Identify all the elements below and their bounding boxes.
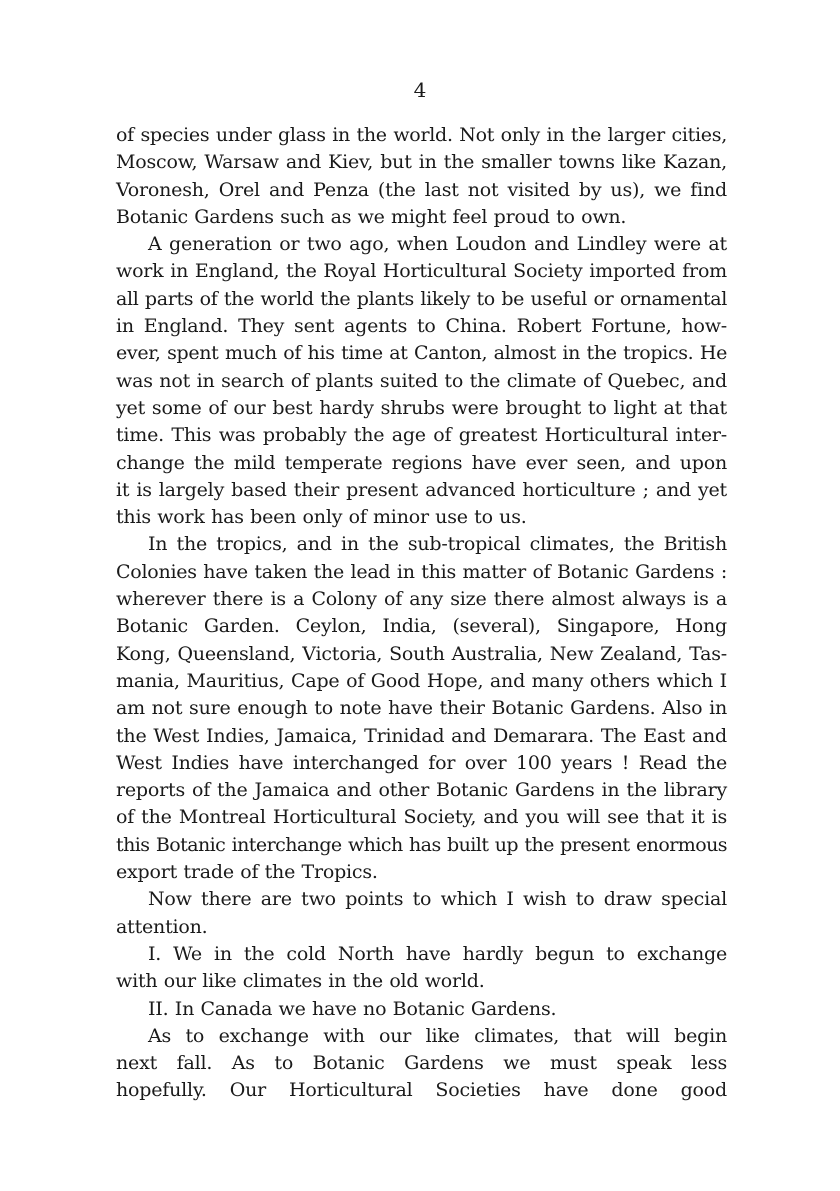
text-line: it is largely based their present advanced horticulture ; and yet — [116, 478, 727, 501]
text-line: of species under glass in the world. Not only in the larger cities, — [116, 124, 727, 146]
text-line: work in England, the Royal Horticultural Society imported from — [116, 260, 727, 283]
body-text — [116, 122, 727, 1105]
text-line: in England. They sent agents to China. Robert Fortune, how- — [116, 315, 727, 338]
text-line: In the tropics, and in the sub-tropical climates, the British — [148, 533, 727, 556]
text-line: attention. — [116, 915, 208, 938]
text-line: the West Indies, Jamaica, Trinidad and Demarara. The East and — [116, 724, 727, 747]
text-line: As to exchange with our like climates, that will begin — [148, 1024, 727, 1047]
text-line: time. This was probably the age of greatest Horticultural inter- — [116, 424, 727, 447]
page-number: 4 — [413, 78, 427, 102]
text-line: this Botanic interchange which has built up the present enormous — [116, 833, 727, 856]
text-line: I. We in the cold North have hardly begun to exchange — [148, 942, 727, 965]
text-line: next fall. As to Botanic Gardens we must speak less — [116, 1052, 727, 1075]
text-line: West Indies have interchanged for over 100 years ! Read the — [116, 751, 727, 774]
text-line: Now there are two points to which I wish to draw special — [148, 888, 727, 911]
text-line: hopefully. Our Horticultural Societies have done good — [116, 1079, 727, 1102]
text-line: with our like climates in the old world. — [116, 970, 485, 993]
text-line: reports of the Jamaica and other Botanic Gardens in the library — [116, 779, 727, 802]
text-line: this work has been only of minor use to us. — [116, 506, 527, 529]
text-line: II. In Canada we have no Botanic Gardens. — [148, 997, 557, 1020]
text-line: Botanic Gardens such as we might feel proud to own. — [116, 205, 627, 228]
text-line: Voronesh, Orel and Penza (the last not visited by us), we find — [116, 178, 727, 201]
text-line: was not in search of plants suited to the climate of Quebec, and — [116, 369, 727, 392]
text-line: Colonies have taken the lead in this matter of Botanic Gardens : — [116, 560, 727, 583]
text-line: A generation or two ago, when Loudon and Lindley were at — [148, 233, 727, 256]
text-line: Botanic Garden. Ceylon, India, (several), Singapore, Hong — [116, 615, 727, 638]
text-line: wherever there is a Colony of any size there almost always is a — [116, 588, 727, 611]
text-line: of the Montreal Horticultural Society, and you will see that it is — [116, 806, 727, 829]
text-line: Kong, Queensland, Victoria, South Australia, New Zealand, Tas- — [116, 642, 727, 665]
text-line: ever, spent much of his time at Canton, almost in the tropics. He — [116, 342, 727, 365]
text-line: all parts of the world the plants likely to be useful or ornamental — [116, 287, 727, 310]
text-line: change the mild temperate regions have ever seen, and upon — [116, 451, 727, 474]
text-line: Moscow, Warsaw and Kiev, but in the smaller towns like Kazan, — [116, 151, 727, 174]
text-line: yet some of our best hardy shrubs were brought to light at that — [116, 396, 727, 419]
text-line: am not sure enough to note have their Botanic Gardens. Also in — [116, 697, 727, 720]
text-line: mania, Mauritius, Cape of Good Hope, and many others which I — [116, 669, 727, 692]
text-line: export trade of the Tropics. — [116, 861, 378, 884]
